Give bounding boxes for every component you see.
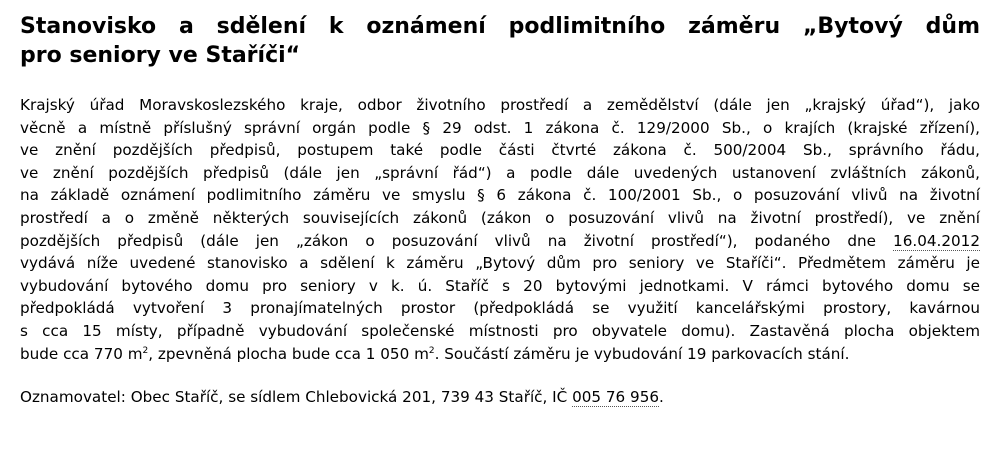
paragraph-line	[20, 343, 980, 366]
paragraph-text: , zpevněná plocha bude cca 1 050 m	[148, 344, 429, 363]
document-title	[20, 12, 980, 70]
paragraph-line: věcně a místně příslušný správní orgán podle § 29 odst. 1 zákona č. 129/2000 Sb., o krajích (krajské zřízení),	[20, 118, 980, 137]
paragraph-text: bude cca 770 m	[20, 344, 143, 363]
notifier-line	[20, 386, 980, 409]
superscript: 2	[142, 345, 149, 356]
document-page	[20, 12, 980, 409]
paragraph-line: vybudování bytového domu pro seniory v k. ú. Staříč s 20 bytovými jednotkami. V rámci bytového domu se	[20, 276, 980, 295]
superscript: 2	[428, 345, 435, 356]
paragraph-line: ve znění pozdějších předpisů (dále jen „správní řád“) a podle dále uvedených ustanovení zvláštních zákonů,	[20, 163, 980, 182]
paragraph-line: prostředí a o změně některých souvisejících zákonů (zákon o posuzování vlivů na životní prostředí), ve znění	[20, 208, 980, 227]
paragraph-line: ve znění pozdějších předpisů, postupem také podle části čtvrté zákona č. 500/2004 Sb., správního řádu,	[20, 141, 980, 160]
paragraph-text: pozdějších předpisů (dále jen „zákon o posuzování vlivů na životní prostředí“), podaného dne	[20, 231, 876, 250]
paragraph-line	[20, 230, 980, 253]
submission-date: 16.04.2012	[893, 231, 981, 250]
title-line-1: Stanovisko a sdělení k oznámení podlimitního záměru „Bytový dům	[20, 14, 980, 39]
paragraph-text: . Součástí záměru je vybudování 19 parkovacích stání.	[434, 344, 850, 363]
title-line-2: pro seniory ve Staříči“	[20, 43, 301, 68]
paragraph-line: předpokládá vytvoření 3 pronajímatelných prostor (předpokládá se využití kancelářskými prostory, kavárnou	[20, 299, 980, 318]
notifier-ic: 005 76 956	[572, 388, 660, 407]
paragraph-line: s cca 15 místy, případně vybudování společenské místnosti pro obyvatele domu). Zastavěná plocha objektem	[20, 321, 980, 340]
paragraph-line: Krajský úřad Moravskoslezského kraje, odbor životního prostředí a zemědělství (dále jen „krajský úřad“), jako	[20, 96, 980, 114]
paragraph-line: vydává níže uvedené stanovisko a sdělení k záměru „Bytový dům pro seniory ve Staříči“. Předmětem záměru je	[20, 254, 980, 273]
notifier-text: Oznamovatel: Obec Staříč, se sídlem Chlebovická 201, 739 43 Staříč, IČ	[20, 388, 568, 407]
paragraph-line: na základě oznámení podlimitního záměru ve smyslu § 6 zákona č. 100/2001 Sb., o posuzování vlivů na životní	[20, 186, 980, 205]
statement-paragraph	[20, 94, 980, 365]
notifier-end: .	[659, 388, 664, 407]
